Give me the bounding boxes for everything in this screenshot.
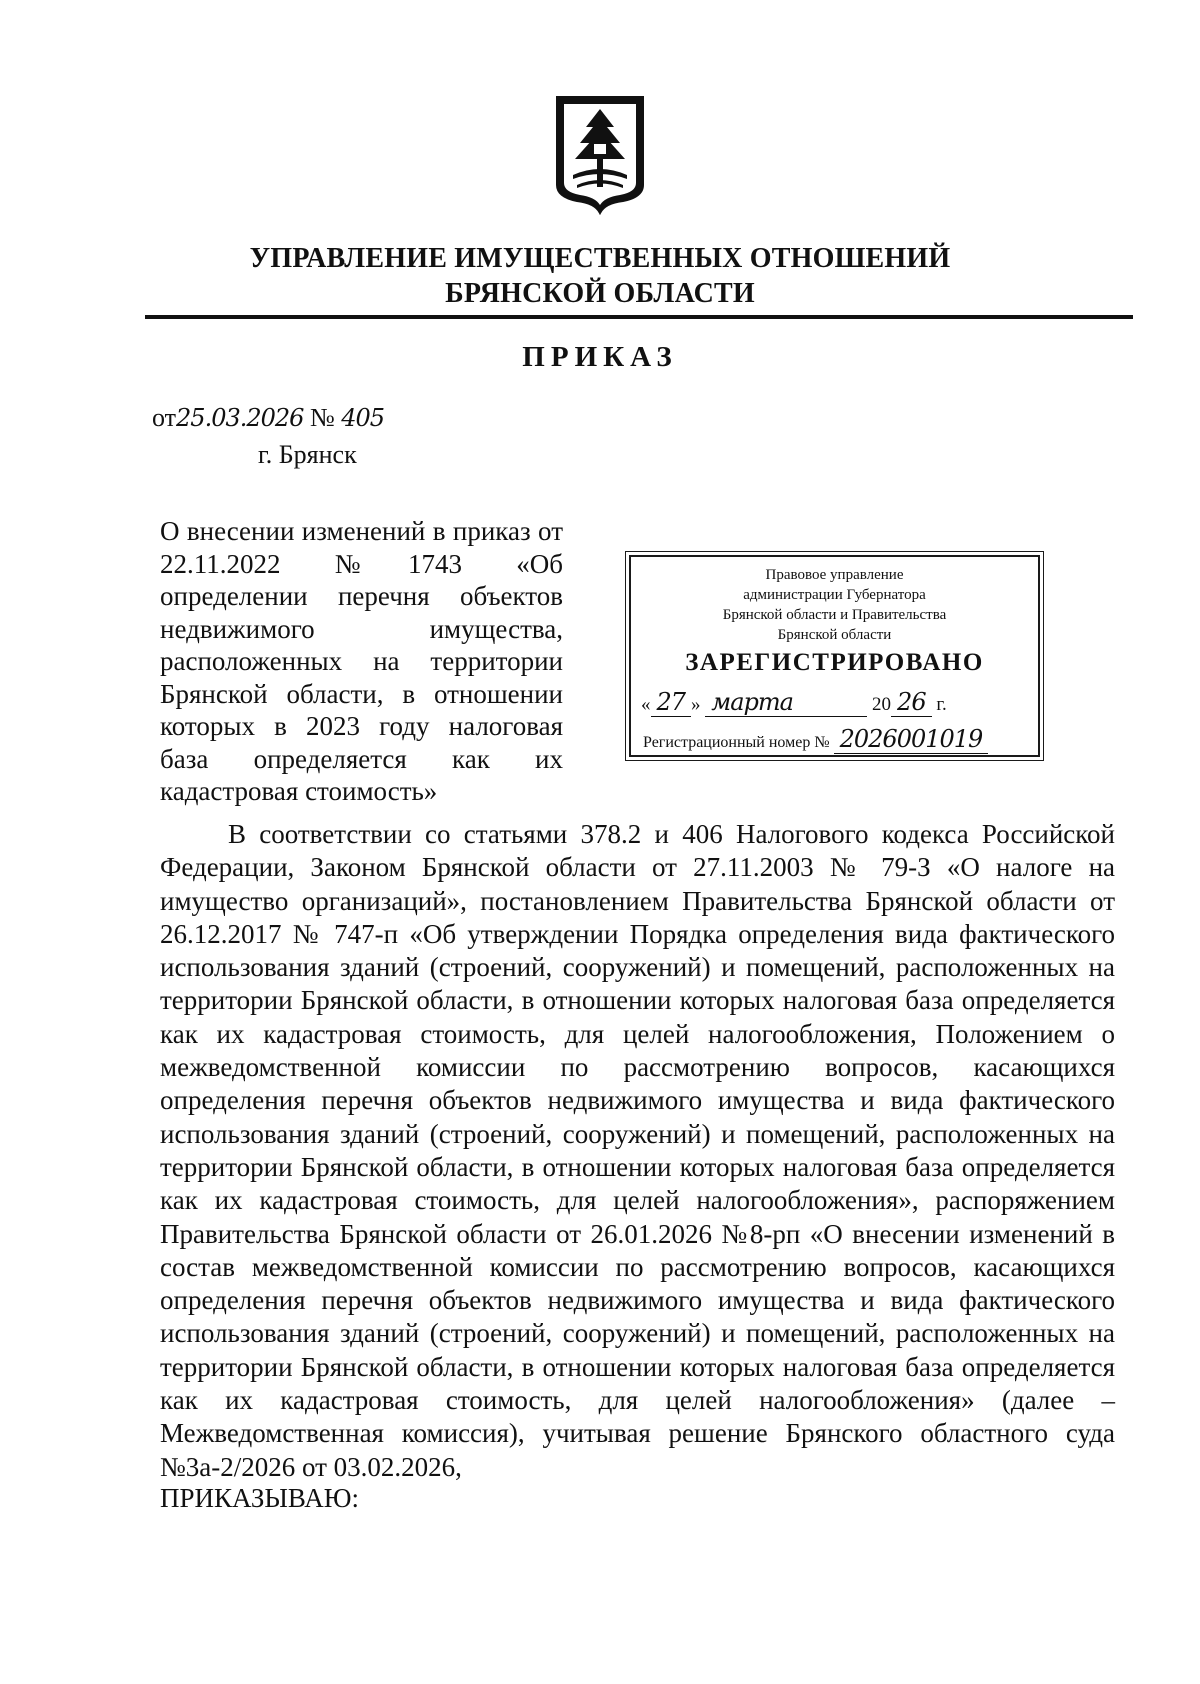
stamp-year-handwritten: 26 (891, 688, 932, 717)
stamp-year-unit: г. (936, 694, 947, 715)
number-prefix: № (309, 403, 335, 432)
organization-name-line2: БРЯНСКОЙ ОБЛАСТИ (445, 278, 755, 309)
order-number-handwritten: 405 (341, 404, 385, 432)
document-title: ПРИКАЗ (522, 341, 678, 373)
order-city: г. Брянск (258, 440, 357, 469)
preamble-paragraph: В соответствии со статьями 378.2 и 406 Налогового кодекса Российской Федерации, Законом Брянской области от 27.11.2003 № 79-З «О налоге на имущество организаций», постановлением Правительства Брянской области от 26.12.2017 № 747-п «Об утверждении Порядка определения вида фактического использования зданий (строений, сооружений) и помещений, расположенных на территории Брянской области, в отношении которых налоговая база определяется как их кадастровая стоимость, для целей налогообложения, Положением о межведомственной комиссии по рассмотрению вопросов, касающихся определения перечня объектов недвижимого имущества и вида фактического использования зданий (строений, сооружений) и помещений, расположенных на территории Брянской области, в отношении которых налоговая база определяется как их кадастровая стоимость, для целей налогообложения», распоряжением Правительства Брянской области от 26.01.2026 №8-рп «О внесении изменений в состав межведомственной комиссии по рассмотрению вопросов, касающихся определения перечня объектов недвижимого имущества и вида фактического использования зданий (строений, сооружений) и помещений, расположенных на территории Брянской области, в отношении которых налоговая база определяется как их кадастровая стоимость, для целей налогообложения» (далее – Межведомственная комиссия), учитывая решение Брянского областного суда №3а-2/2026 от 03.02.2026, (160, 819, 1115, 1482)
stamp-reg-label: Регистрационный номер № (643, 734, 830, 751)
coat-of-arms-emblem (553, 93, 647, 215)
stamp-year-prefix: 20 (872, 694, 892, 715)
stamp-reg-number-handwritten: 2026001019 (834, 725, 989, 754)
order-subject: О внесении изменений в приказ от 22.11.2022 №1743 «Об определении перечня объектов недвижимого имущества, расположенных на территории Брянской области, в отношении которых в 2023 году налоговая база определяется как их кадастровая стоимость» (160, 516, 563, 806)
header-divider (145, 315, 1133, 319)
stamp-authority-line1: Правовое управление (765, 567, 904, 583)
stamp-day-handwritten: 27 (651, 688, 692, 717)
order-directive-word: ПРИКАЗЫВАЮ: (160, 1483, 359, 1513)
registration-stamp (629, 555, 1040, 757)
stamp-registered-status: ЗАРЕГИСТРИРОВАНО (685, 649, 984, 676)
order-date-number-line (152, 403, 384, 433)
stamp-quote-open: « (641, 694, 651, 715)
date-prefix: от (152, 403, 177, 432)
stamp-authority-line2: администрации Губернатора (743, 587, 926, 603)
stamp-authority-line3: Брянской области и Правительства (722, 607, 947, 623)
stamp-month-handwritten: марта (705, 688, 867, 717)
stamp-quote-close: » (691, 694, 701, 715)
order-preamble (160, 818, 1115, 1484)
tree-emblem-square (593, 143, 607, 155)
organization-name-line1: УПРАВЛЕНИЕ ИМУЩЕСТВЕННЫХ ОТНОШЕНИЙ (249, 243, 951, 274)
stamp-date-line (641, 688, 1032, 717)
stamp-registration-number-line (643, 725, 1032, 754)
order-date-handwritten: 25.03.2026 (176, 404, 304, 432)
stamp-authority-line4: Брянской области (777, 627, 892, 643)
